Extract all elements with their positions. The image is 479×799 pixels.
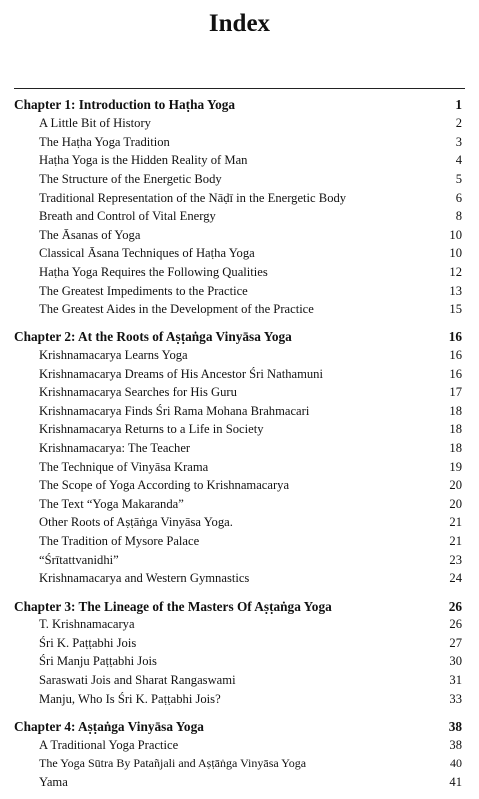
entry-title: Śri Manju Paṭṭabhi Jois: [39, 654, 157, 668]
entry-page: 18: [449, 441, 462, 455]
header-rule: [14, 88, 465, 89]
index-entry: [0, 532, 479, 551]
entry-page: 10: [449, 246, 462, 260]
entry-page: 13: [449, 284, 462, 298]
entry-page: 33: [449, 692, 462, 706]
entry-title: The Āsanas of Yoga: [39, 228, 141, 242]
index-entry: [0, 244, 479, 263]
entry-title: The Yoga Sūtra By Patañjali and Aṣṭāṅga Vinyāsa Yoga: [39, 756, 307, 770]
index-entry: [0, 652, 479, 671]
index-entry: [0, 282, 479, 301]
entry-title: Krishnamacarya Learns Yoga: [39, 348, 188, 362]
chapter-title: Chapter 1: Introduction to Haṭha Yoga: [14, 97, 236, 112]
index-entry: [0, 365, 479, 384]
chapter-heading: [0, 597, 479, 616]
page-title: Index: [208, 10, 271, 37]
index-entry: [0, 114, 479, 133]
entry-page: 23: [449, 553, 462, 567]
entry-page: 3: [455, 135, 462, 149]
chapter-heading: [0, 327, 479, 346]
entry-title: The Scope of Yoga According to Krishnamacarya: [39, 478, 290, 492]
index-entry: [0, 634, 479, 653]
index-entry: [0, 226, 479, 245]
entry-page: 10: [449, 228, 462, 242]
entry-title: A Traditional Yoga Practice: [39, 738, 179, 752]
entry-page: 20: [449, 478, 462, 492]
entry-page: 24: [449, 571, 462, 585]
index-entry: [0, 754, 479, 773]
entry-page: 31: [449, 673, 462, 687]
entry-page: 16: [449, 348, 462, 362]
entry-page: 30: [449, 654, 462, 668]
entry-page: 12: [449, 265, 462, 279]
index-entry: [0, 346, 479, 365]
index-entry: [0, 615, 479, 634]
entry-title: A Little Bit of History: [39, 116, 151, 130]
index-entry: [0, 439, 479, 458]
entry-page: 27: [449, 636, 462, 650]
entry-page: 8: [455, 209, 462, 223]
entry-title: Krishnamacarya and Western Gymnastics: [39, 571, 250, 585]
chapter-title: Chapter 2: At the Roots of Aṣṭaṅga Vinyāsa Yoga: [14, 329, 292, 344]
index-entry: [0, 133, 479, 152]
entry-title: The Tradition of Mysore Palace: [39, 534, 200, 548]
index-entry: [0, 207, 479, 226]
index-entry: [0, 300, 479, 319]
index-entry: [0, 551, 479, 570]
index-entry: [0, 263, 479, 282]
entry-title: Classical Āsana Techniques of Haṭha Yoga: [39, 246, 255, 260]
index-entry: [0, 458, 479, 477]
entry-page: 18: [449, 422, 462, 436]
entry-page: 40: [450, 756, 462, 770]
chapter-title: Chapter 3: The Lineage of the Masters Of Aṣṭaṅga Yoga: [14, 599, 332, 614]
entry-title: “Śrītattvanidhi”: [39, 553, 119, 567]
chapter-page: 38: [448, 719, 462, 734]
entry-title: Manju, Who Is Śri K. Paṭṭabhi Jois?: [39, 692, 221, 706]
entry-title: Śri K. Paṭṭabhi Jois: [39, 636, 137, 650]
entry-page: 21: [449, 534, 462, 548]
entry-page: 19: [449, 460, 462, 474]
entry-title: Breath and Control of Vital Energy: [39, 209, 216, 223]
index-entry: [0, 476, 479, 495]
entry-page: 15: [449, 302, 462, 316]
entry-page: 21: [449, 515, 462, 529]
index-entry: [0, 569, 479, 588]
entry-title: The Greatest Impediments to the Practice: [39, 284, 248, 298]
chapter-heading: [0, 95, 479, 114]
entry-page: 41: [449, 775, 462, 789]
entry-page: 26: [449, 617, 462, 631]
entry-page: 6: [455, 191, 462, 205]
chapter-title: Chapter 4: Aṣṭaṅga Vinyāsa Yoga: [14, 719, 204, 734]
entry-title: The Technique of Vinyāsa Krama: [39, 460, 209, 474]
entry-page: 2: [455, 116, 462, 130]
entry-title: The Structure of the Energetic Body: [39, 172, 222, 186]
index-entry: [0, 402, 479, 421]
entry-title: T. Krishnamacarya: [39, 617, 135, 631]
entry-title: Other Roots of Aṣṭāṅga Vinyāsa Yoga.: [39, 515, 233, 529]
index-entry: [0, 189, 479, 208]
chapter-page: 1: [455, 97, 462, 112]
entry-title: The Haṭha Yoga Tradition: [39, 135, 170, 149]
entry-page: 20: [449, 497, 462, 511]
entry-title: Krishnamacarya Searches for His Guru: [39, 385, 237, 399]
entry-title: Traditional Representation of the Nāḍī in the Energetic Body: [39, 191, 347, 205]
entry-title: Krishnamacarya Finds Śri Rama Mohana Brahmacari: [39, 404, 310, 418]
entry-page: 18: [449, 404, 462, 418]
entry-page: 38: [449, 738, 462, 752]
entry-page: 5: [455, 172, 462, 186]
entry-title: Krishnamacarya Dreams of His Ancestor Śri Nathamuni: [39, 367, 323, 381]
index-entry: [0, 495, 479, 514]
index-entry: [0, 513, 479, 532]
entry-page: 17: [449, 385, 462, 399]
entry-title: Krishnamacarya Returns to a Life in Society: [39, 422, 264, 436]
index-entry: [0, 420, 479, 439]
entry-title: The Greatest Aides in the Development of the Practice: [39, 302, 314, 316]
index-entry: [0, 151, 479, 170]
entry-title: Krishnamacarya: The Teacher: [39, 441, 191, 455]
index-entry: [0, 773, 479, 792]
entry-title: Haṭha Yoga is the Hidden Reality of Man: [39, 153, 248, 167]
index-entry: [0, 690, 479, 709]
entry-title: Haṭha Yoga Requires the Following Qualities: [39, 265, 268, 279]
index-entry: [0, 170, 479, 189]
index-entry: [0, 671, 479, 690]
index-entry: [0, 383, 479, 402]
entry-page: 4: [455, 153, 462, 167]
entry-page: 16: [449, 367, 462, 381]
chapter-page: 16: [448, 329, 462, 344]
index-entry: [0, 736, 479, 755]
chapter-page: 26: [448, 599, 462, 614]
chapter-heading: [0, 717, 479, 736]
entry-title: The Text “Yoga Makaranda”: [39, 497, 184, 511]
entry-title: Saraswati Jois and Sharat Rangaswami: [39, 673, 236, 687]
entry-title: Yama: [39, 775, 68, 789]
